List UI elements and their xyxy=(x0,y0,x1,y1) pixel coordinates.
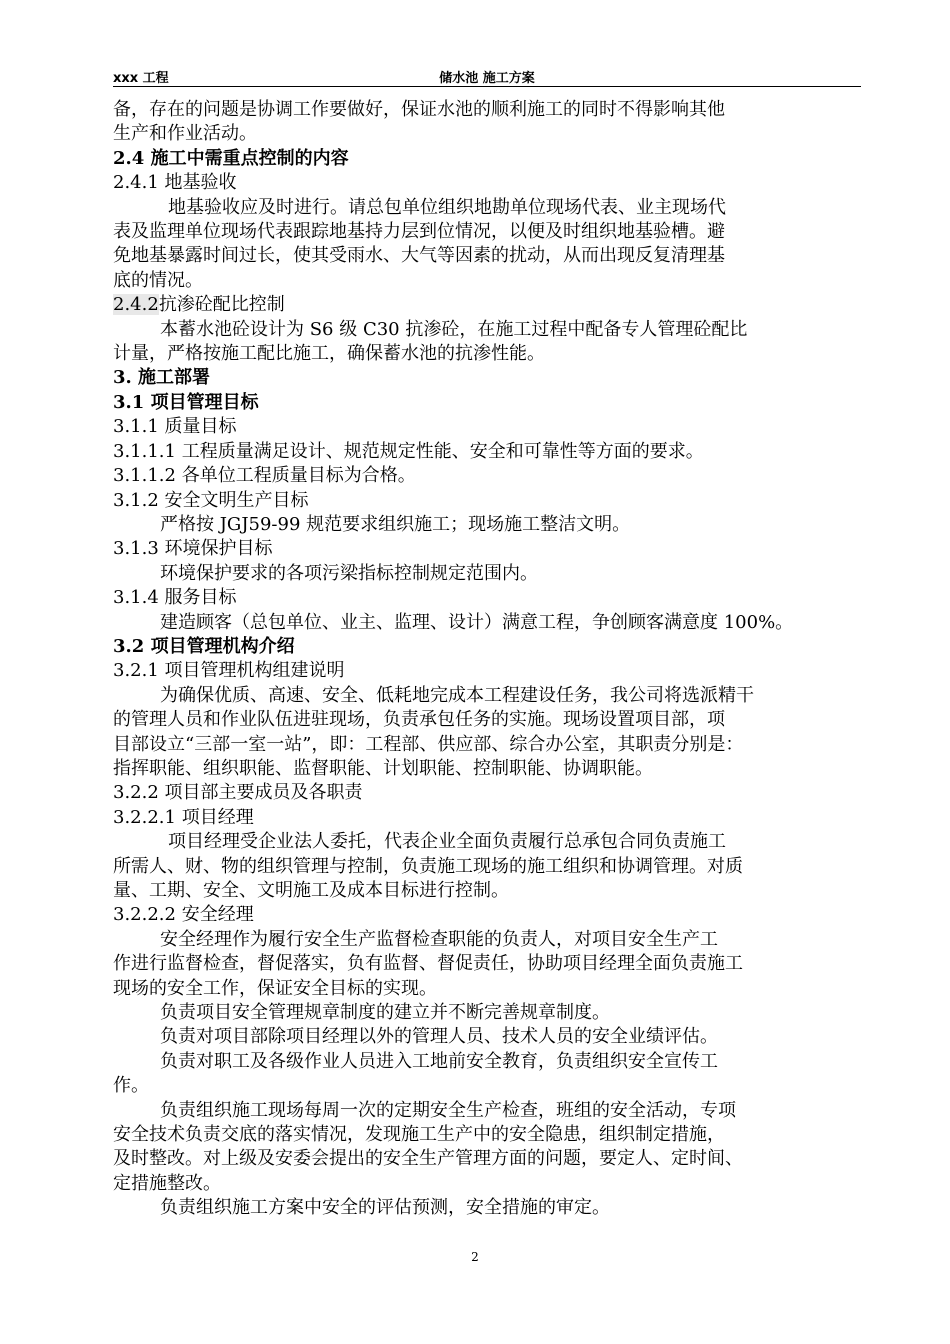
body-line: 作进行监督检查，督促落实，负有监督、督促责任，协助项目经理全面负责施工 xyxy=(113,953,743,975)
body-line: 表及监理单位现场代表跟踪地基持力层到位情况，以便及时组织地基验槽。避 xyxy=(113,221,725,243)
body-line: 计量，严格按施工配比施工，确保蓄水池的抗渗性能。 xyxy=(113,343,545,365)
body-line: 目部设立“三部一室一站”，即：工程部、供应部、综合办公室，其职责分别是： xyxy=(113,733,744,755)
body-line: 所需人、财、物的组织管理与控制，负责施工现场的施工组织和协调管理。对质 xyxy=(113,855,743,877)
section-heading: 3.1 项目管理目标 xyxy=(113,391,259,413)
subsection-heading: 3.1.3 环境保护目标 xyxy=(113,538,273,560)
header-project-name: xxx 工程 xyxy=(113,71,169,86)
body-line: 生产和作业活动。 xyxy=(113,123,257,145)
body-line: 环境保护要求的各项污梁指标控制规定范围内。 xyxy=(160,562,538,584)
body-line: 量、工期、安全、文明施工及成本目标进行控制。 xyxy=(113,880,509,901)
body-line: 的管理人员和作业队伍进驻现场，负责承包任务的实施。现场设置项目部，项 xyxy=(113,709,725,731)
subsection-heading: 2.4.1 地基验收 xyxy=(113,172,237,194)
body-line: 安全技术负责交底的落实情况，发现施工生产中的安全隐患，组织制定措施， xyxy=(113,1124,725,1146)
body-line: 负责组织施工方案中安全的评估预测，安全措施的审定。 xyxy=(160,1197,610,1219)
header-document-title: 储水池 施工方案 xyxy=(439,71,535,86)
body-line: 及时整改。对上级及安委会提出的安全生产管理方面的问题，要定人、定时间、 xyxy=(113,1148,743,1170)
body-line: 为确保优质、高速、安全、低耗地完成本工程建设任务，我公司将选派精干 xyxy=(160,684,754,706)
body-line: 安全经理作为履行安全生产监督检查职能的负责人，对项目安全生产工 xyxy=(160,928,718,950)
body-line: 地基验收应及时进行。请总包单位组织地勘单位现场代表、业主现场代 xyxy=(168,196,726,218)
section-heading: 3.2 项目管理机构介绍 xyxy=(113,635,295,657)
subsection-heading: 3.2.2.2 安全经理 xyxy=(113,904,254,926)
body-line: 底的情况。 xyxy=(113,269,203,291)
subsection-heading: 3.2.2 项目部主要成员及各职责 xyxy=(113,782,363,804)
body-line: 3.1.1.1 工程质量满足设计、规范规定性能、安全和可靠性等方面的要求。 xyxy=(113,440,704,462)
subsection-title: 抗渗砼配比控制 xyxy=(158,294,285,316)
body-line: 免地基暴露时间过长，使其受雨水、大气等因素的扰动，从而出现反复清理基 xyxy=(113,245,725,267)
document-body xyxy=(113,98,865,1221)
body-line: 本蓄水池砼设计为 S6 级 C30 抗渗砼，在施工过程中配备专人管理砼配比 xyxy=(160,318,748,340)
body-line: 严格按 JGJ59-99 规范要求组织施工；现场施工整洁文明。 xyxy=(160,513,631,535)
page-number: 2 xyxy=(471,1250,479,1264)
body-line: 负责项目安全管理规章制度的建立并不断完善规章制度。 xyxy=(160,1002,610,1024)
body-line: 现场的安全工作，保证安全目标的实现。 xyxy=(113,977,437,999)
body-line: 负责对项目部除项目经理以外的管理人员、技术人员的安全业绩评估。 xyxy=(160,1026,718,1048)
body-line: 定措施整改。 xyxy=(113,1172,221,1194)
subsection-heading: 3.2.2.1 项目经理 xyxy=(113,806,254,828)
body-line: 指挥职能、组织职能、监督职能、计划职能、控制职能、协调职能。 xyxy=(113,757,653,779)
body-line: 建造顾客（总包单位、业主、监理、设计）满意工程，争创顾客满意度 100%。 xyxy=(160,611,794,633)
body-line: 负责对职工及各级作业人员进入工地前安全教育，负责组织安全宣传工 xyxy=(160,1050,718,1072)
body-line: 3.1.1.2 各单位工程质量目标为合格。 xyxy=(113,465,416,487)
body-line: 项目经理受企业法人委托，代表企业全面负责履行总承包合同负责施工 xyxy=(168,831,726,853)
subsection-heading: 3.1.2 安全文明生产目标 xyxy=(113,489,309,511)
highlighted-section-number: 2.4.2 xyxy=(113,294,159,316)
body-line: 负责组织施工现场每周一次的定期安全生产检查，班组的安全活动，专项 xyxy=(160,1099,736,1121)
body-line: 备，存在的问题是协调工作要做好，保证水池的顺利施工的同时不得影响其他 xyxy=(113,99,725,120)
section-heading: 2.4 施工中需重点控制的内容 xyxy=(113,147,349,169)
section-heading: 3. 施工部署 xyxy=(113,367,211,389)
page-header xyxy=(113,64,861,87)
subsection-heading xyxy=(113,293,865,317)
subsection-heading: 3.1.1 质量目标 xyxy=(113,416,237,438)
body-line: 作。 xyxy=(113,1075,149,1097)
subsection-heading: 3.2.1 项目管理机构组建说明 xyxy=(113,660,345,682)
subsection-heading: 3.1.4 服务目标 xyxy=(113,587,237,609)
